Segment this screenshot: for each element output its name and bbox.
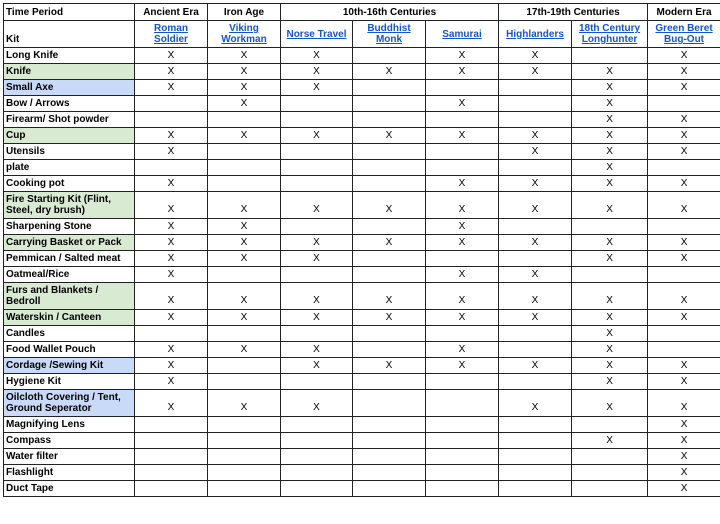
kit-name-cell: Firearm/ Shot powder — [4, 112, 135, 128]
table-row — [4, 283, 720, 310]
check-mark-cell: X — [499, 64, 572, 80]
kit-header: Kit — [4, 21, 135, 48]
check-mark-cell: X — [648, 310, 720, 326]
empty-cell — [281, 374, 353, 390]
empty-cell — [353, 433, 426, 449]
empty-cell — [572, 449, 648, 465]
check-mark-cell: X — [572, 326, 648, 342]
empty-cell — [499, 112, 572, 128]
check-mark-cell: X — [648, 465, 720, 481]
check-mark-cell: X — [572, 310, 648, 326]
empty-cell — [208, 465, 281, 481]
check-mark-cell: X — [648, 235, 720, 251]
empty-cell — [353, 48, 426, 64]
check-mark-cell: X — [426, 128, 499, 144]
group-header — [281, 21, 353, 48]
empty-cell — [281, 267, 353, 283]
check-mark-cell: X — [572, 251, 648, 267]
check-mark-cell: X — [572, 433, 648, 449]
check-mark-cell: X — [281, 358, 353, 374]
empty-cell — [353, 144, 426, 160]
check-mark-cell: X — [281, 342, 353, 358]
check-mark-cell: X — [353, 358, 426, 374]
empty-cell — [281, 144, 353, 160]
check-mark-cell: X — [648, 283, 720, 310]
table-row — [4, 465, 720, 481]
check-mark-cell: X — [135, 358, 208, 374]
empty-cell — [426, 481, 499, 497]
check-mark-cell: X — [572, 112, 648, 128]
check-mark-cell: X — [572, 144, 648, 160]
empty-cell — [208, 374, 281, 390]
kit-name-cell: Furs and Blankets / Bedroll — [4, 283, 135, 310]
empty-cell — [499, 465, 572, 481]
check-mark-cell: X — [499, 310, 572, 326]
empty-cell — [135, 160, 208, 176]
check-mark-cell: X — [648, 449, 720, 465]
check-mark-cell: X — [426, 64, 499, 80]
table-row — [4, 96, 720, 112]
kit-name-cell: Sharpening Stone — [4, 219, 135, 235]
check-mark-cell: X — [208, 235, 281, 251]
empty-cell — [426, 390, 499, 417]
empty-cell — [135, 326, 208, 342]
kit-name-cell: Cup — [4, 128, 135, 144]
empty-cell — [353, 465, 426, 481]
check-mark-cell: X — [135, 374, 208, 390]
check-mark-cell: X — [281, 128, 353, 144]
empty-cell — [499, 80, 572, 96]
check-mark-cell: X — [648, 374, 720, 390]
kit-name-cell: Utensils — [4, 144, 135, 160]
empty-cell — [353, 326, 426, 342]
check-mark-cell: X — [648, 192, 720, 219]
group-header — [648, 21, 720, 48]
check-mark-cell: X — [572, 176, 648, 192]
table-row — [4, 342, 720, 358]
check-mark-cell: X — [281, 80, 353, 96]
check-mark-cell: X — [572, 374, 648, 390]
check-mark-cell: X — [208, 96, 281, 112]
check-mark-cell: X — [572, 358, 648, 374]
check-mark-cell: X — [572, 192, 648, 219]
table-row — [4, 235, 720, 251]
empty-cell — [572, 48, 648, 64]
empty-cell — [572, 465, 648, 481]
kit-name-cell: Duct Tape — [4, 481, 135, 497]
empty-cell — [572, 219, 648, 235]
check-mark-cell: X — [648, 112, 720, 128]
check-mark-cell: X — [572, 390, 648, 417]
empty-cell — [426, 433, 499, 449]
kit-name-cell: Hygiene Kit — [4, 374, 135, 390]
check-mark-cell: X — [281, 192, 353, 219]
check-mark-cell: X — [648, 176, 720, 192]
empty-cell — [572, 267, 648, 283]
kit-name-cell: Water filter — [4, 449, 135, 465]
group-link[interactable]: Viking Workman — [221, 23, 267, 45]
table-row — [4, 358, 720, 374]
check-mark-cell: X — [281, 283, 353, 310]
empty-cell — [353, 390, 426, 417]
era-header-row — [4, 4, 720, 21]
group-header — [426, 21, 499, 48]
check-mark-cell: X — [426, 176, 499, 192]
empty-cell — [208, 326, 281, 342]
empty-cell — [208, 358, 281, 374]
empty-cell — [281, 326, 353, 342]
check-mark-cell: X — [208, 48, 281, 64]
empty-cell — [499, 326, 572, 342]
check-mark-cell: X — [648, 64, 720, 80]
empty-cell — [426, 112, 499, 128]
check-mark-cell: X — [572, 80, 648, 96]
table-row — [4, 251, 720, 267]
empty-cell — [208, 267, 281, 283]
check-mark-cell: X — [281, 235, 353, 251]
empty-cell — [135, 96, 208, 112]
empty-cell — [281, 449, 353, 465]
check-mark-cell: X — [208, 283, 281, 310]
empty-cell — [208, 417, 281, 433]
empty-cell — [648, 96, 720, 112]
table-row — [4, 219, 720, 235]
empty-cell — [353, 112, 426, 128]
table-row — [4, 128, 720, 144]
empty-cell — [353, 481, 426, 497]
check-mark-cell: X — [648, 390, 720, 417]
check-mark-cell: X — [135, 176, 208, 192]
check-mark-cell: X — [135, 144, 208, 160]
check-mark-cell: X — [426, 310, 499, 326]
kit-name-cell: Magnifying Lens — [4, 417, 135, 433]
empty-cell — [208, 160, 281, 176]
check-mark-cell: X — [426, 219, 499, 235]
table-row — [4, 48, 720, 64]
check-mark-cell: X — [426, 192, 499, 219]
check-mark-cell: X — [499, 267, 572, 283]
era-header: 10th-16th Centuries — [281, 4, 499, 21]
kit-comparison-table — [3, 3, 720, 497]
check-mark-cell: X — [499, 283, 572, 310]
empty-cell — [353, 449, 426, 465]
empty-cell — [426, 417, 499, 433]
check-mark-cell: X — [572, 96, 648, 112]
check-mark-cell: X — [353, 64, 426, 80]
check-mark-cell: X — [426, 267, 499, 283]
era-header: Iron Age — [208, 4, 281, 21]
check-mark-cell: X — [499, 176, 572, 192]
empty-cell — [648, 160, 720, 176]
empty-cell — [353, 342, 426, 358]
table-row — [4, 267, 720, 283]
check-mark-cell: X — [572, 128, 648, 144]
group-header — [135, 21, 208, 48]
check-mark-cell: X — [135, 310, 208, 326]
check-mark-cell: X — [135, 267, 208, 283]
table-row — [4, 310, 720, 326]
era-header: Modern Era — [648, 4, 720, 21]
check-mark-cell: X — [353, 310, 426, 326]
check-mark-cell: X — [426, 283, 499, 310]
empty-cell — [648, 219, 720, 235]
kit-name-cell: Waterskin / Canteen — [4, 310, 135, 326]
check-mark-cell: X — [648, 417, 720, 433]
table-row — [4, 144, 720, 160]
group-header — [208, 21, 281, 48]
check-mark-cell: X — [648, 144, 720, 160]
check-mark-cell: X — [499, 48, 572, 64]
table-row — [4, 326, 720, 342]
check-mark-cell: X — [135, 64, 208, 80]
check-mark-cell: X — [572, 283, 648, 310]
check-mark-cell: X — [426, 48, 499, 64]
check-mark-cell: X — [426, 342, 499, 358]
check-mark-cell: X — [281, 390, 353, 417]
empty-cell — [281, 112, 353, 128]
time-period-header: Time Period — [4, 4, 135, 21]
empty-cell — [499, 342, 572, 358]
empty-cell — [135, 433, 208, 449]
group-link[interactable]: Highlanders — [506, 28, 564, 40]
empty-cell — [353, 160, 426, 176]
empty-cell — [281, 481, 353, 497]
check-mark-cell: X — [572, 235, 648, 251]
empty-cell — [426, 326, 499, 342]
table-row — [4, 160, 720, 176]
check-mark-cell: X — [426, 96, 499, 112]
empty-cell — [208, 176, 281, 192]
group-header — [572, 21, 648, 48]
empty-cell — [353, 176, 426, 192]
empty-cell — [648, 267, 720, 283]
kit-name-cell: Bow / Arrows — [4, 96, 135, 112]
check-mark-cell: X — [135, 219, 208, 235]
check-mark-cell: X — [281, 251, 353, 267]
kit-name-cell: Flashlight — [4, 465, 135, 481]
kit-name-cell: Carrying Basket or Pack — [4, 235, 135, 251]
check-mark-cell: X — [426, 235, 499, 251]
era-header: Ancient Era — [135, 4, 208, 21]
check-mark-cell: X — [648, 48, 720, 64]
empty-cell — [281, 160, 353, 176]
empty-cell — [572, 481, 648, 497]
empty-cell — [208, 449, 281, 465]
empty-cell — [648, 342, 720, 358]
group-link[interactable]: Norse Travel — [286, 28, 347, 40]
empty-cell — [648, 326, 720, 342]
era-header: 17th-19th Centuries — [499, 4, 648, 21]
empty-cell — [426, 465, 499, 481]
kit-name-cell: Candles — [4, 326, 135, 342]
empty-cell — [499, 160, 572, 176]
group-header — [353, 21, 426, 48]
group-link[interactable]: Green Beret Bug-Out — [655, 23, 713, 45]
empty-cell — [135, 112, 208, 128]
check-mark-cell: X — [208, 80, 281, 96]
empty-cell — [135, 449, 208, 465]
check-mark-cell: X — [135, 342, 208, 358]
check-mark-cell: X — [648, 128, 720, 144]
check-mark-cell: X — [499, 192, 572, 219]
check-mark-cell: X — [648, 251, 720, 267]
check-mark-cell: X — [135, 283, 208, 310]
table-row — [4, 390, 720, 417]
check-mark-cell: X — [208, 128, 281, 144]
check-mark-cell: X — [208, 310, 281, 326]
group-link[interactable]: 18th Century Longhunter — [578, 23, 641, 45]
check-mark-cell: X — [281, 310, 353, 326]
kit-name-cell: Food Wallet Pouch — [4, 342, 135, 358]
check-mark-cell: X — [648, 481, 720, 497]
group-link[interactable]: Roman Soldier — [154, 23, 188, 45]
table-row — [4, 80, 720, 96]
group-link[interactable]: Buddhist Monk — [367, 23, 411, 45]
check-mark-cell: X — [208, 64, 281, 80]
table-row — [4, 449, 720, 465]
check-mark-cell: X — [353, 283, 426, 310]
check-mark-cell: X — [648, 433, 720, 449]
table-row — [4, 417, 720, 433]
empty-cell — [281, 219, 353, 235]
check-mark-cell: X — [353, 192, 426, 219]
empty-cell — [426, 251, 499, 267]
empty-cell — [426, 449, 499, 465]
empty-cell — [208, 433, 281, 449]
kit-name-cell: Pemmican / Salted meat — [4, 251, 135, 267]
empty-cell — [281, 433, 353, 449]
kit-name-cell: Fire Starting Kit (Flint, Steel, dry brush) — [4, 192, 135, 219]
table-row — [4, 481, 720, 497]
check-mark-cell: X — [208, 251, 281, 267]
empty-cell — [499, 374, 572, 390]
empty-cell — [499, 96, 572, 112]
check-mark-cell: X — [648, 358, 720, 374]
kit-name-cell: Knife — [4, 64, 135, 80]
empty-cell — [208, 481, 281, 497]
empty-cell — [353, 267, 426, 283]
check-mark-cell: X — [572, 160, 648, 176]
kit-name-cell: Oatmeal/Rice — [4, 267, 135, 283]
empty-cell — [499, 433, 572, 449]
empty-cell — [353, 219, 426, 235]
kit-name-cell: Oilcloth Covering / Tent, Ground Seperator — [4, 390, 135, 417]
check-mark-cell: X — [499, 235, 572, 251]
empty-cell — [499, 251, 572, 267]
empty-cell — [353, 374, 426, 390]
check-mark-cell: X — [135, 128, 208, 144]
check-mark-cell: X — [135, 80, 208, 96]
empty-cell — [499, 481, 572, 497]
table-row — [4, 64, 720, 80]
check-mark-cell: X — [648, 80, 720, 96]
check-mark-cell: X — [135, 251, 208, 267]
check-mark-cell: X — [208, 390, 281, 417]
empty-cell — [353, 96, 426, 112]
kit-name-cell: Long Knife — [4, 48, 135, 64]
empty-cell — [572, 417, 648, 433]
check-mark-cell: X — [135, 235, 208, 251]
check-mark-cell: X — [208, 192, 281, 219]
kit-name-cell: plate — [4, 160, 135, 176]
empty-cell — [208, 144, 281, 160]
kit-name-cell: Cordage /Sewing Kit — [4, 358, 135, 374]
empty-cell — [426, 374, 499, 390]
table-row — [4, 374, 720, 390]
kit-name-cell: Cooking pot — [4, 176, 135, 192]
check-mark-cell: X — [499, 390, 572, 417]
group-header — [499, 21, 572, 48]
check-mark-cell: X — [499, 144, 572, 160]
check-mark-cell: X — [208, 219, 281, 235]
empty-cell — [135, 481, 208, 497]
empty-cell — [353, 80, 426, 96]
empty-cell — [426, 80, 499, 96]
kit-rows — [4, 48, 720, 497]
empty-cell — [281, 176, 353, 192]
table-row — [4, 112, 720, 128]
check-mark-cell: X — [208, 342, 281, 358]
check-mark-cell: X — [353, 235, 426, 251]
check-mark-cell: X — [426, 358, 499, 374]
table-row — [4, 433, 720, 449]
check-mark-cell: X — [281, 64, 353, 80]
empty-cell — [135, 417, 208, 433]
check-mark-cell: X — [572, 342, 648, 358]
check-mark-cell: X — [281, 48, 353, 64]
empty-cell — [426, 160, 499, 176]
empty-cell — [426, 144, 499, 160]
group-link[interactable]: Samurai — [442, 28, 482, 40]
check-mark-cell: X — [572, 64, 648, 80]
check-mark-cell: X — [499, 128, 572, 144]
group-header-row — [4, 21, 720, 48]
table-row — [4, 176, 720, 192]
empty-cell — [353, 417, 426, 433]
kit-name-cell: Small Axe — [4, 80, 135, 96]
empty-cell — [208, 112, 281, 128]
check-mark-cell: X — [135, 192, 208, 219]
empty-cell — [135, 465, 208, 481]
check-mark-cell: X — [135, 390, 208, 417]
empty-cell — [353, 251, 426, 267]
empty-cell — [499, 449, 572, 465]
empty-cell — [281, 96, 353, 112]
kit-name-cell: Compass — [4, 433, 135, 449]
check-mark-cell: X — [353, 128, 426, 144]
empty-cell — [499, 417, 572, 433]
empty-cell — [281, 417, 353, 433]
check-mark-cell: X — [499, 358, 572, 374]
table-row — [4, 192, 720, 219]
empty-cell — [281, 465, 353, 481]
empty-cell — [499, 219, 572, 235]
check-mark-cell: X — [135, 48, 208, 64]
